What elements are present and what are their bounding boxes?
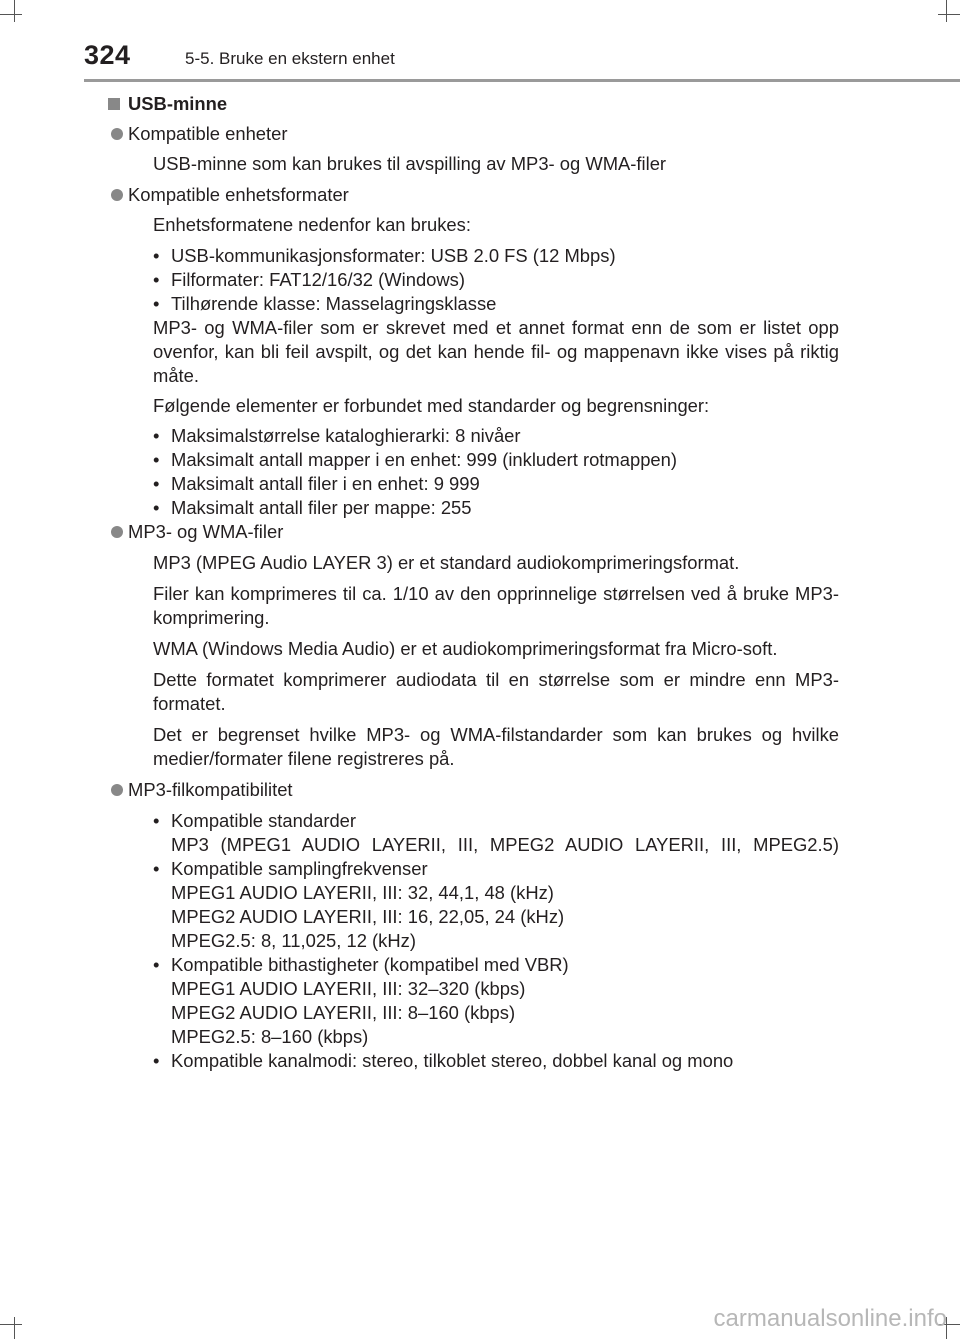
paragraph: WMA (Windows Media Audio) er et audiokomprimeringsformat fra Micro-soft. bbox=[153, 638, 778, 659]
crop-mark bbox=[946, 0, 947, 22]
list-item: • Filformater: FAT12/16/32 (Windows) bbox=[153, 269, 465, 290]
compatible-devices-text: USB-minne som kan brukes til avspilling av MP3- og WMA-filer bbox=[153, 153, 667, 174]
header-divider bbox=[84, 79, 960, 82]
circle-bullet-icon bbox=[111, 189, 123, 201]
list-item: • Kompatible samplingfrekvenser MPEG1 AUDIO LAYERII, III: 32, 44,1, 48 (kHz) MPEG2 AUDIO LAYERII, III: 16, 22,05, 24 (kHz) MPEG2.5: 8, 11,025, 12 (kHz) bbox=[153, 858, 565, 951]
list-item: • Kompatible kanalmodi: stereo, tilkoblet stereo, dobbel kanal og mono bbox=[153, 1050, 734, 1071]
crop-mark bbox=[938, 14, 960, 15]
list-item: • Maksimalt antall mapper i en enhet: 999 (inkludert rotmappen) bbox=[153, 449, 678, 470]
watermark-link[interactable]: carmanualsonline.info bbox=[713, 1305, 947, 1332]
device-formats-intro: Enhetsformatene nedenfor kan brukes: bbox=[153, 214, 471, 235]
section-breadcrumb: 5-5. Bruke en ekstern enhet bbox=[185, 49, 395, 68]
crop-mark bbox=[0, 14, 22, 15]
list-item: • Tilhørende klasse: Masselagringsklasse bbox=[153, 293, 497, 314]
section-title: USB-minne bbox=[128, 93, 228, 114]
list-item: • Maksimalt antall filer i en enhet: 9 999 bbox=[153, 473, 480, 494]
list-item: • Maksimalt antall filer per mappe: 255 bbox=[153, 497, 472, 518]
paragraph: Dette formatet komprimerer audiodata til en størrelse som er mindre enn MP3-formatet. bbox=[153, 669, 839, 714]
paragraph: Filer kan komprimeres til ca. 1/10 av den opprinnelige størrelsen ved å bruke MP3-komprimering. bbox=[153, 583, 839, 628]
section-heading bbox=[108, 92, 839, 116]
subheading-compatible-devices: Kompatible enheter bbox=[108, 122, 839, 146]
subheading-mp3-wma: MP3- og WMA-filer bbox=[108, 520, 839, 544]
paragraph: Det er begrenset hvilke MP3- og WMA-filstandarder som kan brukes og hvilke medier/formater filene registreres på. bbox=[153, 724, 839, 769]
subheading-mp3-compat: MP3-filkompatibilitet bbox=[108, 778, 839, 802]
crop-mark bbox=[14, 0, 15, 22]
crop-mark bbox=[14, 1317, 15, 1339]
list-item: • Kompatible standarder MP3 (MPEG1 AUDIO LAYERII, III, MPEG2 AUDIO LAYERII, III, MPEG2.5) bbox=[153, 810, 839, 855]
circle-bullet-icon bbox=[111, 128, 123, 140]
list-item: • USB-kommunikasjonsformater: USB 2.0 FS (12 Mbps) bbox=[153, 245, 616, 266]
circle-bullet-icon bbox=[111, 784, 123, 796]
square-bullet-icon bbox=[108, 98, 120, 110]
format-note: MP3- og WMA-filer som er skrevet med et annet format enn de som er listet opp ovenfor, kan bli feil avspilt, og det kan hende fil- og mappenavn ikke vises på riktig måte. bbox=[153, 317, 839, 386]
subheading-device-formats: Kompatible enhetsformater bbox=[108, 183, 839, 207]
list-item: • Kompatible bithastigheter (kompatibel med VBR) MPEG1 AUDIO LAYERII, III: 32–320 (kbps) MPEG2 AUDIO LAYERII, III: 8–160 (kbps) MPEG2.5: 8–160 (kbps) bbox=[153, 954, 569, 1047]
page-content bbox=[108, 92, 839, 1073]
page-number: 324 bbox=[84, 40, 131, 70]
paragraph: MP3 (MPEG Audio LAYER 3) er et standard audiokomprimeringsformat. bbox=[153, 552, 740, 573]
limits-intro: Følgende elementer er forbundet med standarder og begrensninger: bbox=[153, 395, 710, 416]
crop-mark bbox=[0, 1324, 22, 1325]
list-item: • Maksimalstørrelse kataloghierarki: 8 nivåer bbox=[153, 425, 521, 446]
circle-bullet-icon bbox=[111, 526, 123, 538]
